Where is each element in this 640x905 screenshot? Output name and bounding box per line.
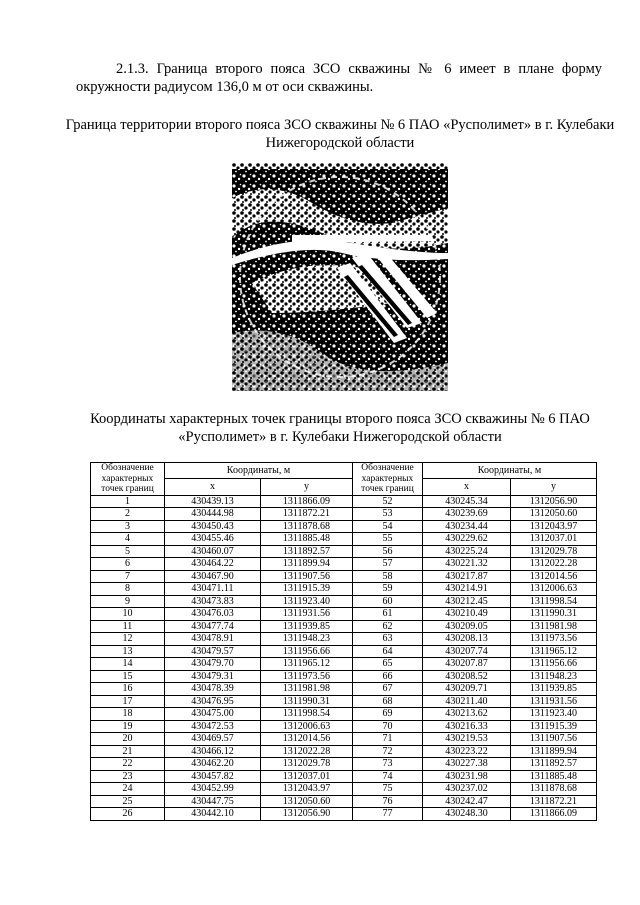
y-value-cell: 1311973.56 [261,670,353,683]
y-value-cell: 1311990.31 [261,695,353,708]
point-num-cell: 53 [353,508,423,521]
y-value-cell: 1312056.90 [261,808,353,821]
table-body [91,495,597,820]
section-paragraph: 2.1.3. Граница второго пояса ЗСО скважины № 6 имеет в плане форму окружности радиусом 136,0 м от оси скважины. [76,61,602,95]
x-value-cell: 430231.98 [423,770,511,783]
x-value-cell: 430478.39 [165,683,261,696]
y-value-cell: 1312029.78 [511,545,597,558]
table-row [91,720,597,733]
point-num-cell: 56 [353,545,423,558]
y-value-cell: 1312050.60 [511,508,597,521]
y-value-cell: 1311931.56 [261,608,353,621]
y-value-cell: 1312043.97 [261,783,353,796]
y-value-cell: 1311915.39 [261,583,353,596]
point-num-cell: 72 [353,745,423,758]
x-value-cell: 430464.22 [165,558,261,571]
point-num-cell: 10 [91,608,165,621]
x-value-cell: 430209.71 [423,683,511,696]
x-value-cell: 430444.98 [165,508,261,521]
x-value-cell: 430460.07 [165,545,261,558]
table-row [91,683,597,696]
table-row [91,708,597,721]
y-value-cell: 1311956.66 [511,658,597,671]
point-num-cell: 23 [91,770,165,783]
x-value-cell: 430213.62 [423,708,511,721]
y-value-cell: 1312029.78 [261,758,353,771]
x-value-cell: 430469.57 [165,733,261,746]
point-num-cell: 69 [353,708,423,721]
x-value-cell: 430452.99 [165,783,261,796]
table-row [91,733,597,746]
y-value-cell: 1311915.39 [511,720,597,733]
y-value-cell: 1311907.56 [261,570,353,583]
table-row [91,658,597,671]
y-value-cell: 1311981.98 [511,620,597,633]
table-row [91,770,597,783]
point-num-cell: 5 [91,545,165,558]
y-value-cell: 1311872.21 [511,795,597,808]
point-num-cell: 16 [91,683,165,696]
table-row [91,520,597,533]
x-value-cell: 430229.62 [423,533,511,546]
x-value-cell: 430477.74 [165,620,261,633]
x-value-cell: 430225.24 [423,545,511,558]
y-value-cell: 1311981.98 [261,683,353,696]
table-header-row [91,463,597,479]
x-value-cell: 430476.03 [165,608,261,621]
point-num-cell: 19 [91,720,165,733]
x-value-cell: 430479.57 [165,645,261,658]
table-row [91,633,597,646]
y-value-cell: 1311923.40 [261,595,353,608]
point-num-cell: 21 [91,745,165,758]
y-value-cell: 1311931.56 [511,695,597,708]
point-num-cell: 64 [353,645,423,658]
point-num-cell: 18 [91,708,165,721]
y-value-cell: 1312056.90 [511,495,597,508]
point-num-cell: 70 [353,720,423,733]
x-value-cell: 430227.38 [423,758,511,771]
y-value-cell: 1311866.09 [261,495,353,508]
y-value-cell: 1312006.63 [511,583,597,596]
y-value-cell: 1312006.63 [261,720,353,733]
point-num-cell: 55 [353,533,423,546]
x-value-cell: 430217.87 [423,570,511,583]
point-num-cell: 11 [91,620,165,633]
coords-header-left: Координаты, м [165,463,353,479]
x-value-cell: 430248.30 [423,808,511,821]
point-num-cell: 3 [91,520,165,533]
y-value-cell: 1311899.94 [261,558,353,571]
aerial-map-image [232,163,448,391]
x-value-cell: 430223.22 [423,745,511,758]
y-value-cell: 1311939.85 [261,620,353,633]
y-value-cell: 1312037.01 [261,770,353,783]
x-value-cell: 430234.44 [423,520,511,533]
point-num-cell: 61 [353,608,423,621]
x-value-cell: 430471.11 [165,583,261,596]
y-value-cell: 1312050.60 [261,795,353,808]
x-value-cell: 430207.74 [423,645,511,658]
point-header-right: Обозначение характерных точек границ [353,463,423,496]
y-value-cell: 1311923.40 [511,708,597,721]
x-value-cell: 430462.20 [165,758,261,771]
y-value-cell: 1311892.57 [511,758,597,771]
x-value-cell: 430450.43 [165,520,261,533]
x-value-cell: 430239.69 [423,508,511,521]
point-num-cell: 59 [353,583,423,596]
point-num-cell: 62 [353,620,423,633]
point-num-cell: 8 [91,583,165,596]
table-row [91,695,597,708]
coordinates-table [90,462,597,821]
point-num-cell: 26 [91,808,165,821]
y-value-cell: 1311998.54 [261,708,353,721]
point-num-cell: 74 [353,770,423,783]
point-num-cell: 4 [91,533,165,546]
point-num-cell: 71 [353,733,423,746]
x-value-cell: 430479.31 [165,670,261,683]
point-num-cell: 65 [353,658,423,671]
point-num-cell: 22 [91,758,165,771]
y-value-cell: 1311956.66 [261,645,353,658]
point-num-cell: 58 [353,570,423,583]
y-value-cell: 1311878.68 [261,520,353,533]
x-value-cell: 430242.47 [423,795,511,808]
point-num-cell: 6 [91,558,165,571]
x-value-cell: 430473.83 [165,595,261,608]
table-row [91,583,597,596]
x-value-cell: 430479.70 [165,658,261,671]
table-row [91,795,597,808]
y-value-cell: 1311872.21 [261,508,353,521]
x-value-cell: 430439.13 [165,495,261,508]
table-row [91,783,597,796]
x-header-left: x [165,479,261,495]
table-row [91,545,597,558]
map-caption: Граница территории второго пояса ЗСО скважины № 6 ПАО «Русполимет» в г. Кулебаки Нижегородской области [65,117,615,151]
y-value-cell: 1311948.23 [261,633,353,646]
table-caption: Координаты характерных точек границы второго пояса ЗСО скважины № 6 ПАО «Русполимет» в г. Кулебаки Нижегородской области [90,411,590,445]
x-value-cell: 430476.95 [165,695,261,708]
y-value-cell: 1311907.56 [511,733,597,746]
x-value-cell: 430457.82 [165,770,261,783]
point-num-cell: 14 [91,658,165,671]
x-value-cell: 430466.12 [165,745,261,758]
x-value-cell: 430208.52 [423,670,511,683]
x-value-cell: 430245.34 [423,495,511,508]
x-value-cell: 430447.75 [165,795,261,808]
point-num-cell: 17 [91,695,165,708]
point-num-cell: 2 [91,508,165,521]
table-row [91,533,597,546]
point-header-left: Обозначение характерных точек границ [91,463,165,496]
point-num-cell: 1 [91,495,165,508]
y-header-right: y [511,479,597,495]
y-value-cell: 1312022.28 [511,558,597,571]
point-num-cell: 75 [353,783,423,796]
point-num-cell: 52 [353,495,423,508]
x-value-cell: 430472.53 [165,720,261,733]
table-row [91,508,597,521]
x-value-cell: 430211.40 [423,695,511,708]
y-value-cell: 1311866.09 [511,808,597,821]
table-row [91,595,597,608]
table-row [91,620,597,633]
point-num-cell: 12 [91,633,165,646]
table-row [91,608,597,621]
point-num-cell: 73 [353,758,423,771]
x-value-cell: 430216.33 [423,720,511,733]
x-value-cell: 430212.45 [423,595,511,608]
y-value-cell: 1312037.01 [511,533,597,546]
point-num-cell: 13 [91,645,165,658]
y-value-cell: 1312022.28 [261,745,353,758]
coords-header-right: Координаты, м [423,463,597,479]
y-value-cell: 1311965.12 [261,658,353,671]
point-num-cell: 24 [91,783,165,796]
x-value-cell: 430237.02 [423,783,511,796]
y-value-cell: 1311885.48 [261,533,353,546]
point-num-cell: 9 [91,595,165,608]
y-value-cell: 1311965.12 [511,645,597,658]
table-row [91,645,597,658]
point-num-cell: 67 [353,683,423,696]
y-value-cell: 1312043.97 [511,520,597,533]
x-value-cell: 430455.46 [165,533,261,546]
point-num-cell: 60 [353,595,423,608]
y-value-cell: 1312014.56 [511,570,597,583]
point-num-cell: 68 [353,695,423,708]
y-header-left: y [261,479,353,495]
y-value-cell: 1311973.56 [511,633,597,646]
x-value-cell: 430210.49 [423,608,511,621]
point-num-cell: 20 [91,733,165,746]
table-row [91,670,597,683]
x-value-cell: 430221.32 [423,558,511,571]
table-row [91,808,597,821]
x-value-cell: 430219.53 [423,733,511,746]
x-value-cell: 430442.10 [165,808,261,821]
y-value-cell: 1311990.31 [511,608,597,621]
point-num-cell: 77 [353,808,423,821]
x-header-right: x [423,479,511,495]
table-row [91,558,597,571]
x-value-cell: 430478.91 [165,633,261,646]
y-value-cell: 1311948.23 [511,670,597,683]
point-num-cell: 63 [353,633,423,646]
y-value-cell: 1312014.56 [261,733,353,746]
x-value-cell: 430208.13 [423,633,511,646]
table-subheader-row [91,479,597,495]
table-row [91,570,597,583]
point-num-cell: 76 [353,795,423,808]
point-num-cell: 54 [353,520,423,533]
satellite-photo-icon [232,163,448,391]
y-value-cell: 1311899.94 [511,745,597,758]
x-value-cell: 430467.90 [165,570,261,583]
point-num-cell: 57 [353,558,423,571]
point-num-cell: 66 [353,670,423,683]
x-value-cell: 430209.05 [423,620,511,633]
y-value-cell: 1311885.48 [511,770,597,783]
table-row [91,758,597,771]
y-value-cell: 1311878.68 [511,783,597,796]
point-num-cell: 7 [91,570,165,583]
table-row [91,495,597,508]
point-num-cell: 15 [91,670,165,683]
x-value-cell: 430214.91 [423,583,511,596]
table-row [91,745,597,758]
y-value-cell: 1311939.85 [511,683,597,696]
x-value-cell: 430475.00 [165,708,261,721]
y-value-cell: 1311998.54 [511,595,597,608]
point-num-cell: 25 [91,795,165,808]
x-value-cell: 430207.87 [423,658,511,671]
y-value-cell: 1311892.57 [261,545,353,558]
